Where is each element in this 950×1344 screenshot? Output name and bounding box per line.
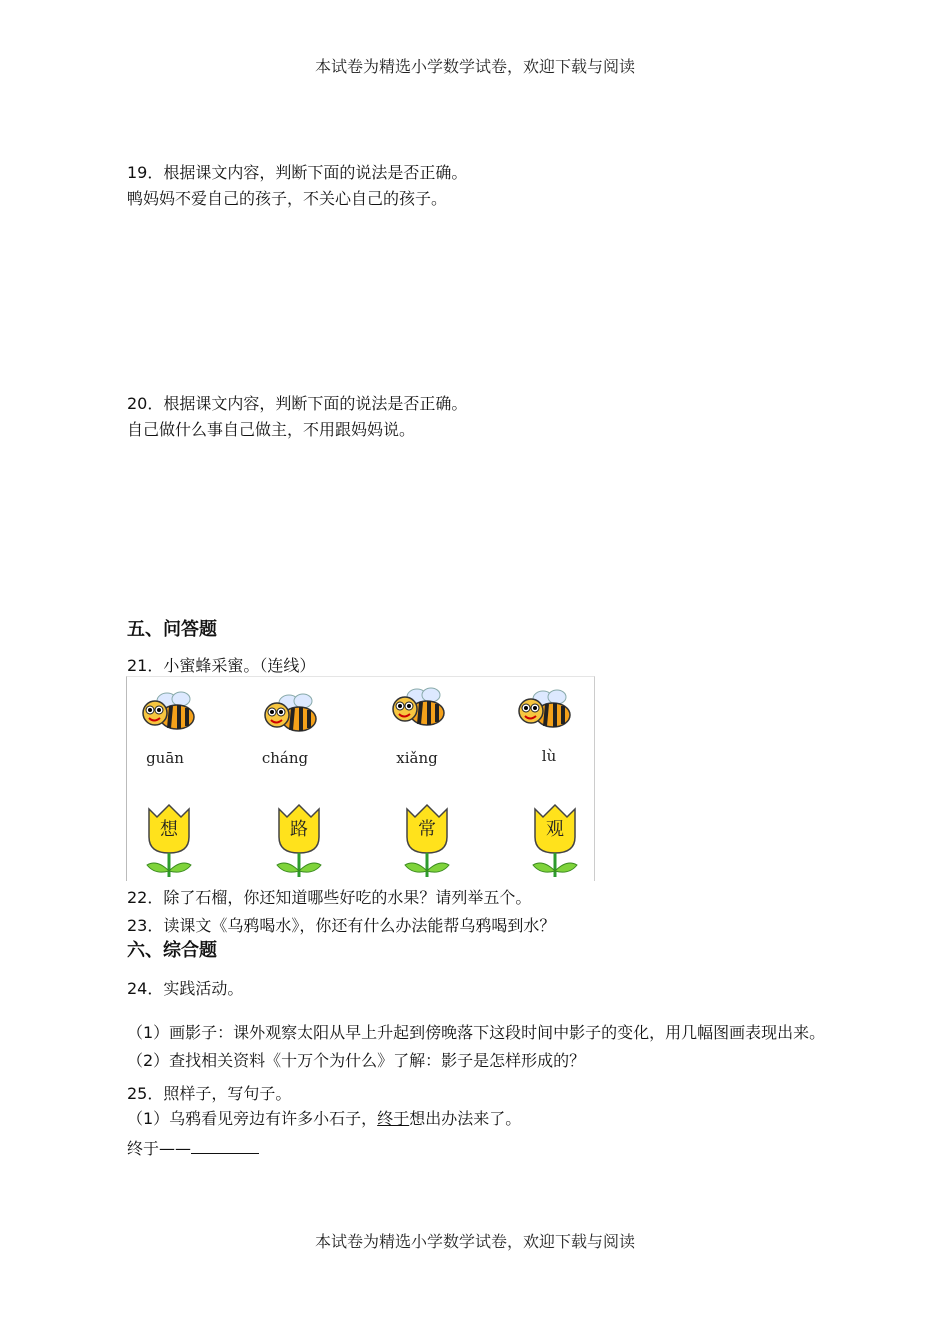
pinyin-label: xiǎng xyxy=(396,749,438,767)
q25-answer-line xyxy=(127,1138,259,1159)
q25-title: 25．照样子，写句子。 xyxy=(127,1084,292,1103)
bee-icon xyxy=(513,685,573,733)
page-footer: 本试卷为精选小学数学试卷，欢迎下载与阅读 xyxy=(314,1232,635,1251)
answer-blank[interactable] xyxy=(191,1138,259,1154)
q21-title: 21．小蜜蜂采蜜。（连线） xyxy=(127,656,316,675)
q24-part2: （2）查找相关资料《十万个为什么》了解：影子是怎样形成的？ xyxy=(127,1051,586,1070)
pinyin-label: guān xyxy=(146,749,184,767)
q24-part1: （1）画影子：课外观察太阳从早上升起到傍晚落下这段时间中影子的变化，用几幅图画表现出来。 xyxy=(127,1023,826,1042)
flower-char: 常 xyxy=(418,819,436,840)
q25-part1 xyxy=(127,1109,521,1129)
q25-answer-prefix: 终于—— xyxy=(127,1139,192,1158)
pinyin-label: lù xyxy=(541,747,557,765)
bee-matching-figure xyxy=(126,676,595,881)
flower-icon xyxy=(269,801,329,879)
q23-title: 23．读课文《乌鸦喝水》，你还有什么办法能帮乌鸦喝到水？ xyxy=(127,916,556,935)
section6-title: 六、综合题 xyxy=(127,940,217,961)
flower-char: 想 xyxy=(160,819,178,840)
page-header: 本试卷为精选小学数学试卷，欢迎下载与阅读 xyxy=(314,57,635,76)
flower-icon xyxy=(525,801,585,879)
flower-icon xyxy=(397,801,457,879)
q22-title: 22．除了石榴，你还知道哪些好吃的水果？请列举五个。 xyxy=(127,888,532,907)
q25-underlined-word: 终于 xyxy=(377,1109,410,1128)
flower-char: 路 xyxy=(290,819,308,840)
q19-title: 19．根据课文内容，判断下面的说法是否正确。 xyxy=(127,163,468,182)
pinyin-label: cháng xyxy=(261,749,309,767)
section5-title: 五、问答题 xyxy=(127,619,217,640)
q24-title: 24．实践活动。 xyxy=(127,979,244,998)
bee-icon xyxy=(137,687,197,735)
q25-part1-prefix: （1）乌鸦看见旁边有许多小石子， xyxy=(127,1109,378,1128)
bee-icon xyxy=(259,689,319,737)
q25-part1-suffix: 想出办法来了。 xyxy=(409,1109,522,1128)
q19-statement: 鸭妈妈不爱自己的孩子，不关心自己的孩子。 xyxy=(127,189,448,208)
q20-statement: 自己做什么事自己做主，不用跟妈妈说。 xyxy=(127,420,416,439)
flower-char: 观 xyxy=(546,819,564,840)
flower-icon xyxy=(139,801,199,879)
bee-icon xyxy=(387,683,447,731)
q20-title: 20．根据课文内容，判断下面的说法是否正确。 xyxy=(127,394,468,413)
